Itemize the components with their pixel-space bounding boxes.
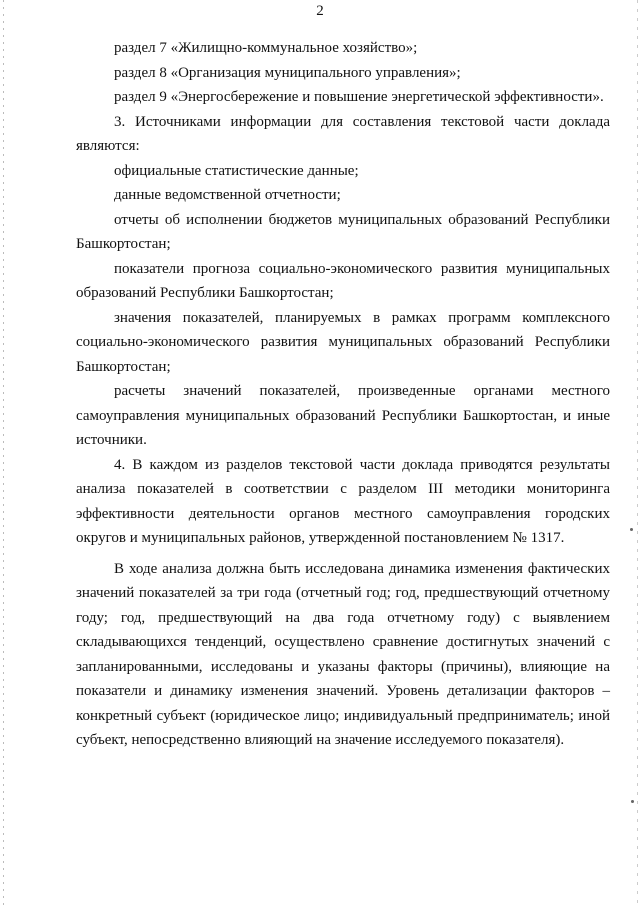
document-body bbox=[76, 36, 610, 753]
paragraph-item-4: 4. В каждом из разделов текстовой части доклада приводятся результаты анализа показателей в соответствии с разделом III методики мониторинга эффективности деятельности органов местного самоуправления городских округов и муниципальных районов, утвержденной постановлением № 1317. bbox=[76, 456, 610, 546]
paragraph-analysis: В ходе анализа должна быть исследована динамика изменения фактических значений показателей за три года (отчетный год; год, предшествующий отчетному году; год, предшествующий на два года отчетному году) с выявлением складывающихся тенденций, осуществлено сравнение достигнутых значений с запланированными, исследованы и указаны факторы (причины), влияющие на показатели и динамику изменения значений. Уровень детализации факторов – конкретный субъект (юридическое лицо; индивидуальный предприниматель; иной субъект, непосредственно влияющий на значение исследуемого показателя). bbox=[76, 560, 610, 748]
page-number: 2 bbox=[316, 3, 324, 19]
paragraph-item-3: 3. Источниками информации для составления текстовой части доклада являются: bbox=[76, 113, 610, 154]
scan-speck bbox=[631, 800, 634, 803]
scan-speck bbox=[630, 528, 633, 531]
scan-edge-left bbox=[3, 0, 4, 905]
paragraph-source-calculations: расчеты значений показателей, произведенные органами местного самоуправления муниципальных образований Республики Башкортостан, и иные источники. bbox=[76, 383, 610, 448]
paragraph-source-budget-reports: отчеты об исполнении бюджетов муниципальных образований Республики Башкортостан; bbox=[76, 211, 610, 252]
paragraph-section-8: раздел 8 «Организация муниципального управления»; bbox=[114, 64, 461, 81]
scan-edge-right bbox=[637, 0, 638, 905]
paragraph-source-forecast: показатели прогноза социально-экономического развития муниципальных образований Республики Башкортостан; bbox=[76, 260, 610, 301]
paragraph-section-7: раздел 7 «Жилищно-коммунальное хозяйство»; bbox=[114, 40, 418, 56]
paragraph-section-9: раздел 9 «Энергосбережение и повышение энергетической эффективности». bbox=[114, 89, 604, 105]
paragraph-source-statistics: официальные статистические данные; bbox=[114, 162, 359, 179]
paragraph-source-reporting: данные ведомственной отчетности; bbox=[114, 187, 341, 203]
paragraph-source-programs: значения показателей, планируемых в рамках программ комплексного социально-экономического развития муниципальных образований Республики Башкортостан; bbox=[76, 309, 610, 375]
